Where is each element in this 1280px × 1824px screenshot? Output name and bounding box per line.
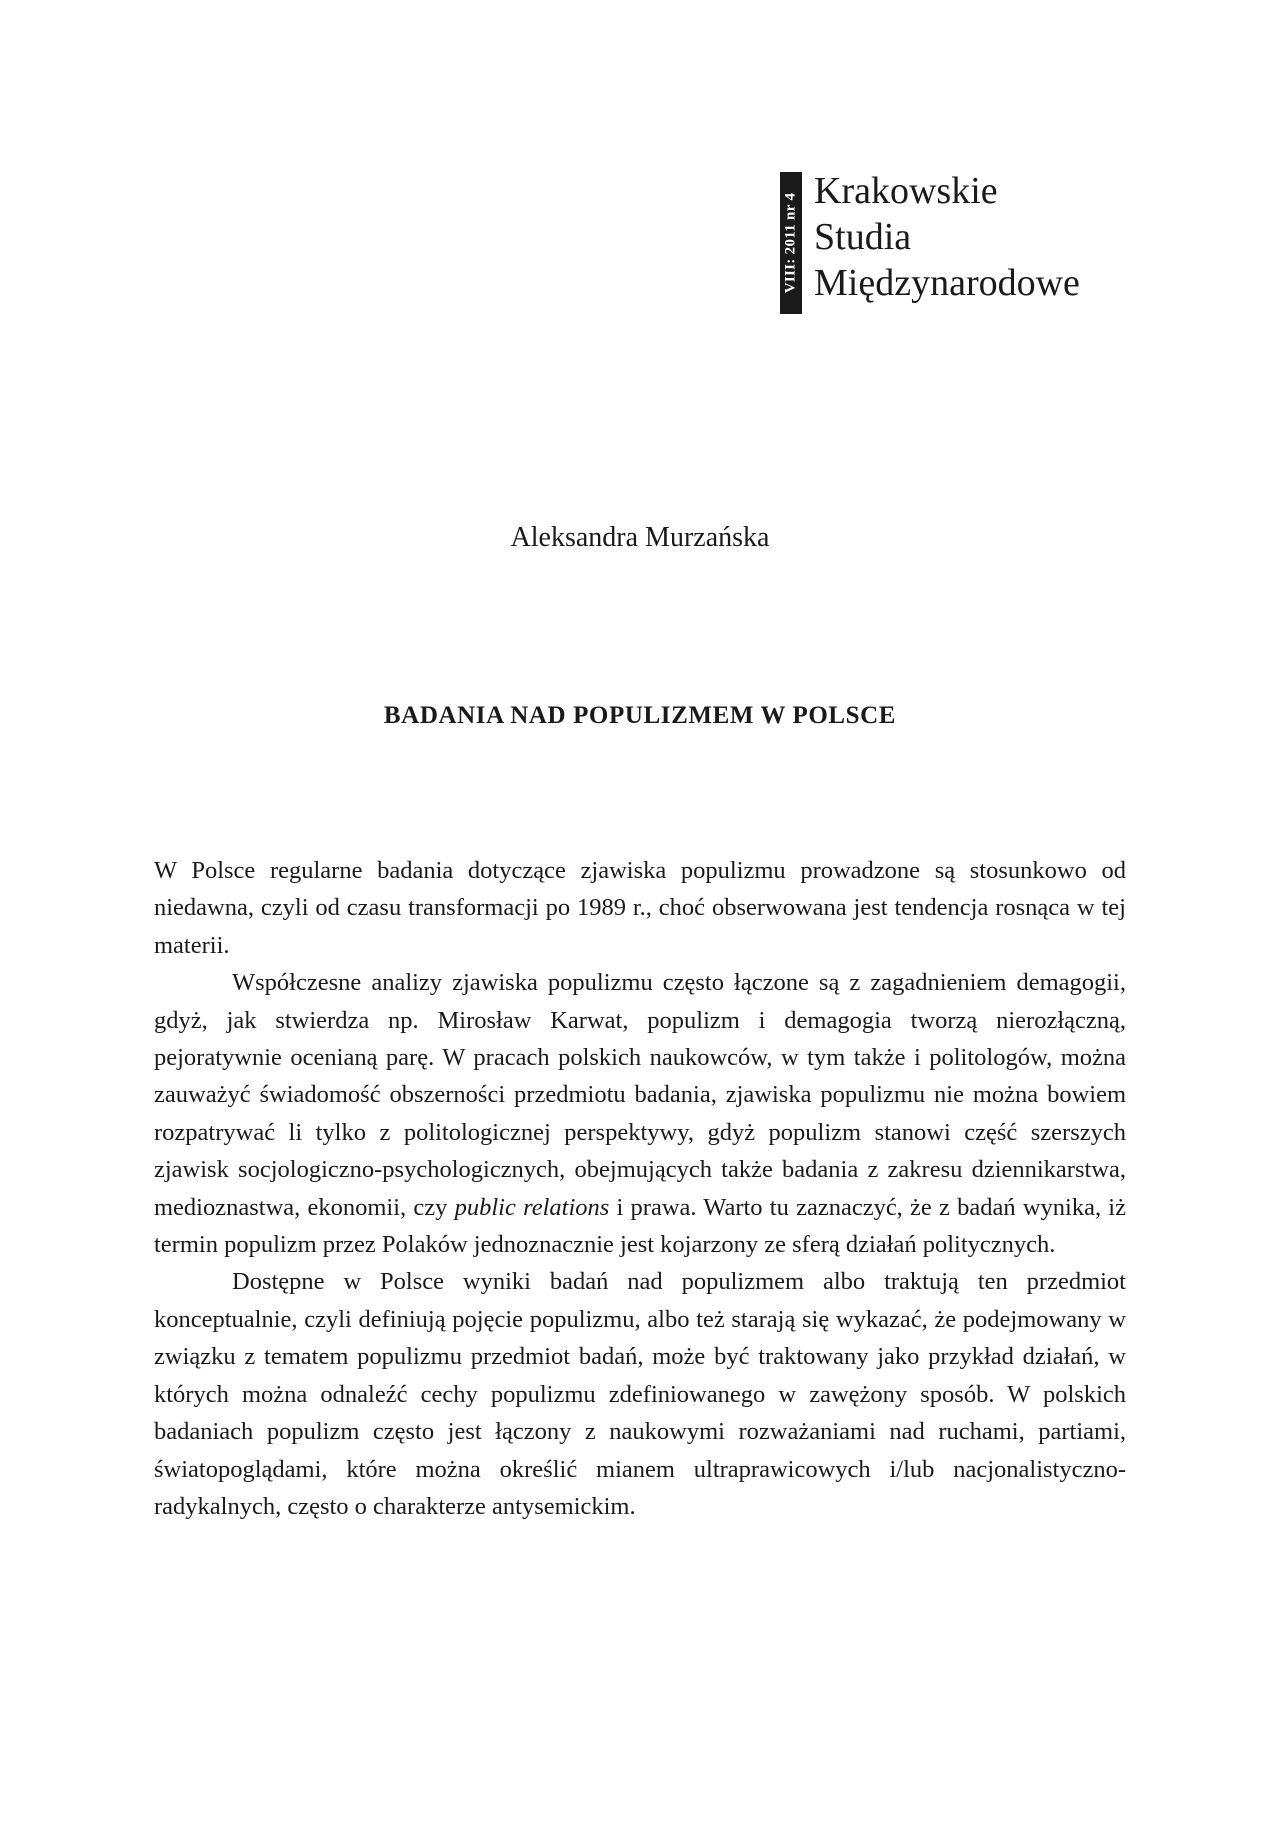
- journal-title-line-2: Studia: [814, 216, 912, 258]
- article-title: BADANIA NAD POPULIZMEM W POLSCE: [383, 702, 897, 729]
- journal-title: [814, 168, 1080, 306]
- journal-title-line-3: Międzynarodowe: [814, 262, 1080, 304]
- journal-title-line-1: Krakowskie: [814, 170, 998, 212]
- paragraph-2-italic-term: public relations: [454, 1193, 610, 1221]
- volume-badge: [780, 172, 802, 314]
- paragraph-3: Dostępne w Polsce wyniki badań nad populizmem albo traktują ten przedmiot konceptualnie, czyli definiują pojęcie populizmu, albo też starają się wykazać, że podejmowany w związku z tematem populizmu przedmiot badań, może być traktowany jako przykład działań, w których można odnaleźć cechy populizmu zdefiniowanego w zawężony sposób. W polskich badaniach populizm często jest łączony z naukowymi rozważaniami nad ruchami, partiami, światopoglądami, które można określić mianem ultraprawicowych i/lub nacjonalistyczno-radykalnych, często o charakterze antysemickim.: [154, 1268, 1126, 1520]
- paragraph-2: [154, 964, 1126, 1263]
- volume-label: VIII: 2011 nr 4: [782, 192, 799, 294]
- paragraph-2-part-2: i prawa. Warto tu zaznaczyć, że z badań wynika, iż termin populizm przez Polaków jednoznacznie jest kojarzony ze sferą działań politycznych.: [154, 1193, 1126, 1259]
- author-name: Aleksandra Murzańska: [510, 522, 770, 553]
- article-body: [154, 852, 1126, 1525]
- journal-masthead: [780, 168, 1080, 314]
- paragraph-2-part-1: Współczesne analizy zjawiska populizmu często łączone są z zagadnieniem demagogii, gdyż, jak stwierdza np. Mirosław Karwat, populizm i demagogia tworzą nierozłączną, pejoratywnie ocenianą parę. W pracach polskich naukowców, w tym także i politologów, można zauważyć świadomość obszerności przedmiotu badania, zjawiska populizmu nie można bowiem rozpatrywać li tylko z politologicznej perspektywy, gdyż populizm stanowi część szerszych zjawisk socjologiczno-psychologicznych, obejmujących także badania z zakresu dziennikarstwa, medioznastwa, ekonomii, czy: [154, 969, 1126, 1221]
- paragraph-1: W Polsce regularne badania dotyczące zjawiska populizmu prowadzone są stosunkowo od niedawna, czyli od czasu transformacji po 1989 r., choć obserwowana jest tendencja rosnąca w tej materii.: [154, 857, 1126, 959]
